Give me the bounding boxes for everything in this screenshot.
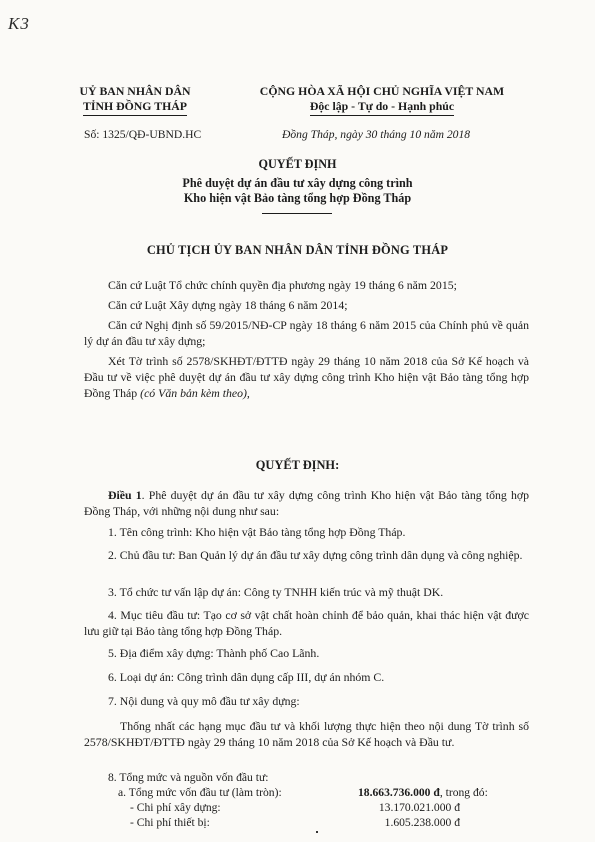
finance-construction-value: 13.170.021.000 đ bbox=[378, 801, 460, 814]
document-number: Số: 1325/QĐ-UBND.HC bbox=[84, 128, 202, 141]
finance-equipment-value: 1.605.238.000 đ bbox=[384, 816, 460, 829]
national-header bbox=[244, 84, 520, 116]
item-7-detail: Thống nhất các hạng mục đầu tư và khối lượng thực hiện theo nội dung Tờ trình số 2578/SKHĐT/ĐTTĐ ngày 29 tháng 10 năm 2018 của Sở Kế hoạch và Đầu tư. bbox=[84, 719, 529, 749]
article-1-text: . Phê duyệt dự án đầu tư xây dựng công trình Kho hiện vật Bảo tàng tổng hợp Đồng Tháp, với những nội dung như sau: bbox=[84, 488, 529, 518]
place-date: Đồng Tháp, ngày 30 tháng 10 năm 2018 bbox=[282, 128, 471, 141]
article-1-label: Điều 1 bbox=[108, 488, 142, 502]
item-7: 7. Nội dung và quy mô đầu tư xây dựng: bbox=[108, 694, 300, 708]
item-3: 3. Tổ chức tư vấn lập dự án: Công ty TNHH kiến trúc và mỹ thuật DK. bbox=[108, 585, 444, 599]
finance-total-value: 18.663.736.000 đ bbox=[358, 786, 440, 799]
consider-text: Xét Tờ trình số 2578/SKHĐT/ĐTTĐ ngày 29 tháng 10 năm 2018 của Sở Kế hoạch và Đầu tư về việc phê duyệt dự án đầu tư xây dựng công trình Kho hiện vật Bảo tàng tổng hợp Đồng Tháp bbox=[84, 354, 529, 400]
issuing-authority bbox=[60, 84, 210, 116]
basis-3: Căn cứ Nghị định số 59/2015/NĐ-CP ngày 18 tháng 6 năm 2015 của Chính phủ về quản lý dự án đầu tư xây dựng; bbox=[84, 318, 529, 348]
page-mark bbox=[316, 831, 318, 833]
item-4: 4. Mục tiêu đầu tư: Tạo cơ sở vật chất hoàn chỉnh để bảo quản, khai thác hiện vật được lưu giữ tại Bảo tàng tổng hợp Đồng Tháp. bbox=[84, 608, 529, 638]
basis-2: Căn cứ Luật Xây dựng ngày 18 tháng 6 năm 2014; bbox=[108, 298, 348, 312]
decision-heading: QUYẾT ĐỊNH: bbox=[255, 458, 340, 472]
finance-heading: 8. Tổng mức và nguồn vốn đầu tư: bbox=[108, 771, 269, 784]
article-1 bbox=[84, 487, 529, 519]
item-5: 5. Địa điểm xây dựng: Thành phố Cao Lãnh. bbox=[108, 646, 320, 660]
basis-1: Căn cứ Luật Tổ chức chính quyền địa phương ngày 19 tháng 6 năm 2015; bbox=[108, 278, 457, 292]
authority-line1: UỶ BAN NHÂN DÂN bbox=[79, 84, 191, 98]
motto: Độc lập - Tự do - Hạnh phúc bbox=[310, 99, 454, 116]
item-1: 1. Tên công trình: Kho hiện vật Bảo tàng tổng hợp Đồng Tháp. bbox=[108, 525, 406, 539]
finance-construction-label: - Chi phí xây dựng: bbox=[130, 801, 221, 814]
country-name: CỘNG HÒA XÃ HỘI CHỦ NGHĨA VIỆT NAM bbox=[259, 84, 505, 98]
document-title: QUYẾT ĐỊNH bbox=[258, 157, 337, 171]
subtitle-line2: Kho hiện vật Bảo tàng tổng hợp Đồng Tháp bbox=[183, 191, 412, 205]
title-divider bbox=[262, 213, 332, 214]
consider-note: (có Văn bản kèm theo), bbox=[140, 386, 250, 400]
finance-total bbox=[358, 786, 488, 799]
authority-line2: TỈNH ĐỒNG THÁP bbox=[83, 99, 187, 116]
finance-equipment-label: - Chi phí thiết bị: bbox=[130, 816, 210, 829]
finance-total-suffix: , trong đó: bbox=[439, 786, 488, 799]
authority-heading: CHỦ TỊCH ỦY BAN NHÂN DÂN TỈNH ĐỒNG THÁP bbox=[146, 243, 449, 257]
subtitle-line1: Phê duyệt dự án đầu tư xây dựng công trình bbox=[182, 176, 413, 190]
handwritten-mark: K3 bbox=[8, 14, 30, 33]
consider-paragraph bbox=[84, 353, 529, 401]
finance-total-label: a. Tổng mức vốn đầu tư (làm tròn): bbox=[118, 786, 282, 799]
item-6: 6. Loại dự án: Công trình dân dụng cấp III, dự án nhóm C. bbox=[108, 670, 385, 684]
item-2: 2. Chủ đầu tư: Ban Quản lý dự án đầu tư xây dựng công trình dân dụng và công nghiệp. bbox=[108, 548, 523, 562]
